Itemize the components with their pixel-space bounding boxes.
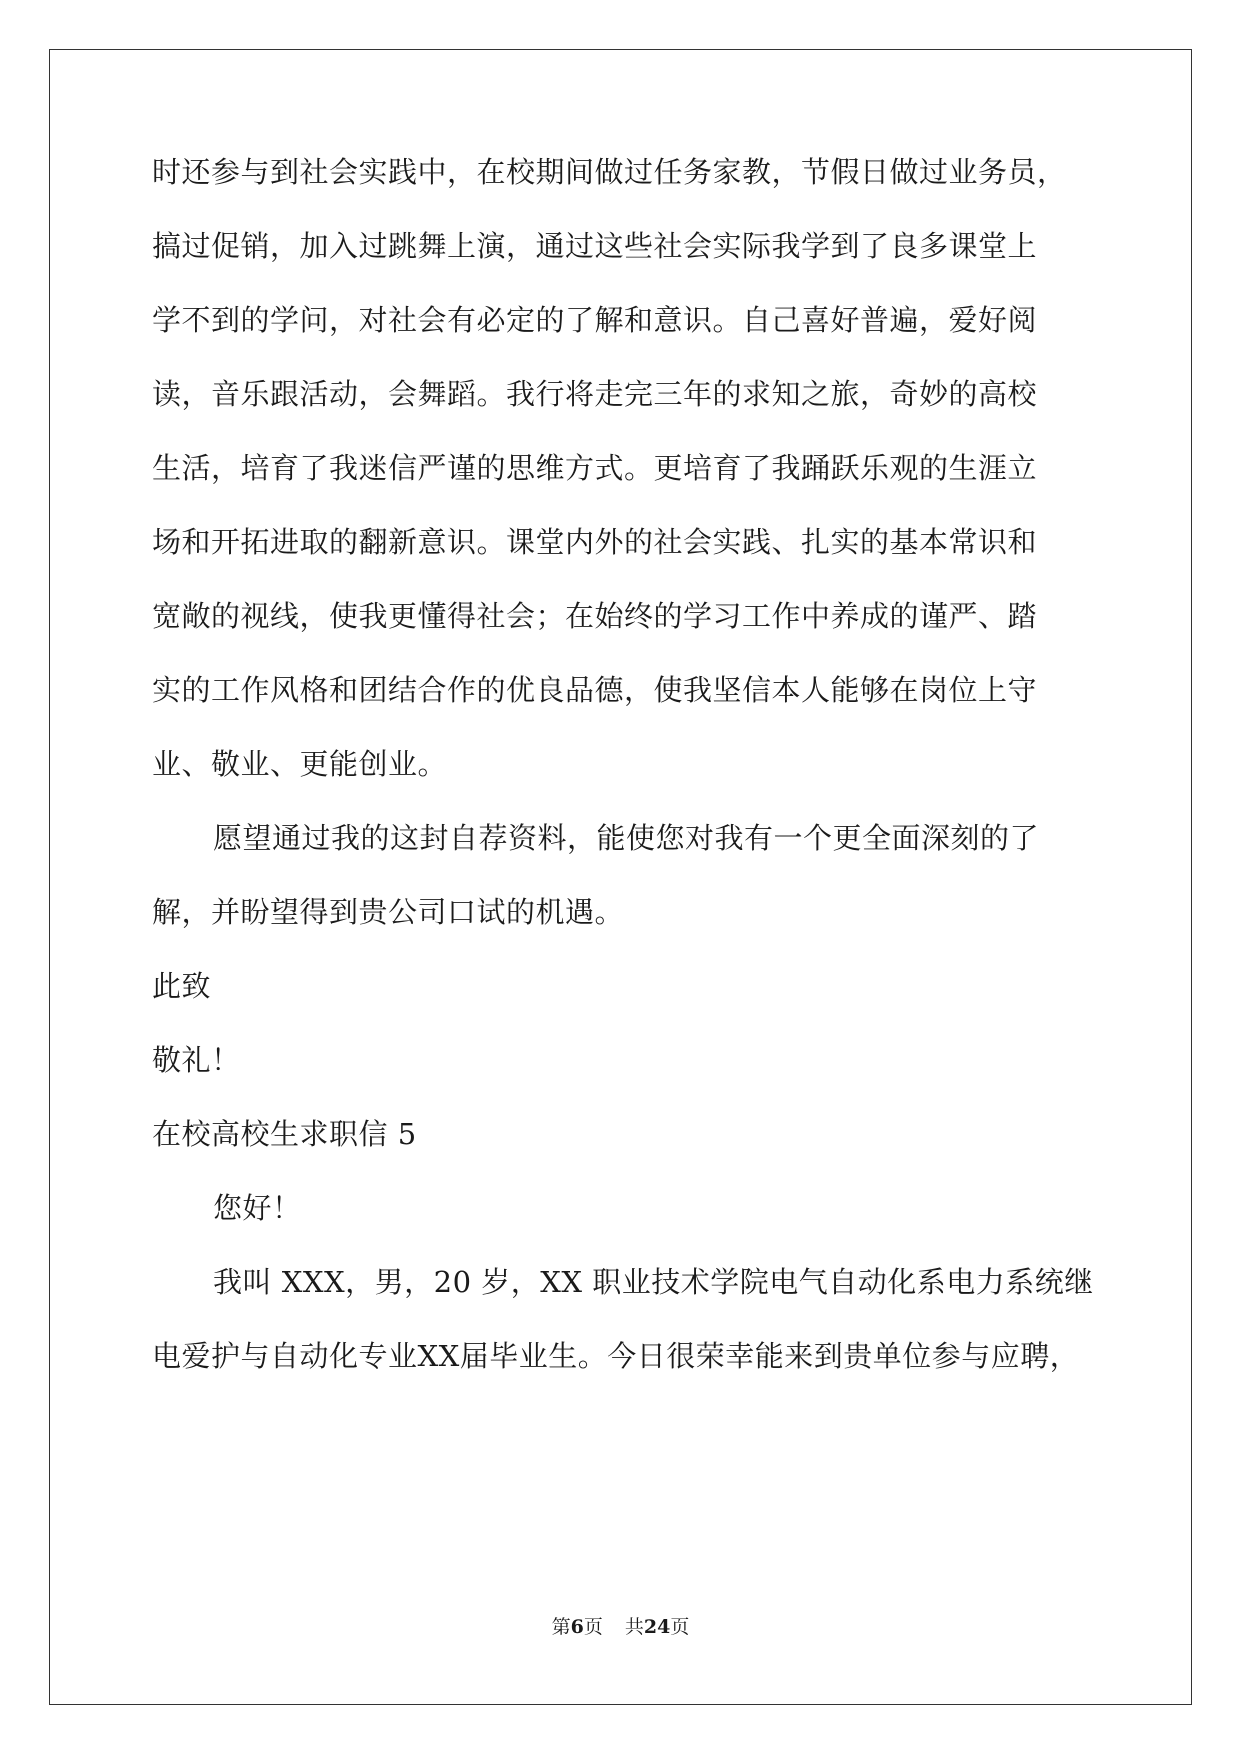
body-line: 生活，培育了我迷信严谨的思维方式。更培育了我踊跃乐观的生涯立 bbox=[152, 451, 1038, 485]
footer-prefix: 第 bbox=[551, 1616, 571, 1638]
page-footer bbox=[0, 1615, 1241, 1639]
page-border bbox=[49, 49, 1192, 1705]
footer-total-pages: 24 bbox=[643, 1616, 671, 1638]
footer-total-suffix: 页 bbox=[670, 1616, 690, 1638]
body-line: 场和开拓进取的翻新意识。课堂内外的社会实践、扎实的基本常识和 bbox=[152, 525, 1038, 559]
footer-total-prefix: 共 bbox=[624, 1616, 644, 1638]
body-line: 电爱护与自动化专业XX届毕业生。今日很荣幸能来到贵单位参与应聘， bbox=[152, 1339, 1080, 1373]
body-line: 业、敬业、更能创业。 bbox=[152, 747, 448, 781]
greeting: 您好！ bbox=[213, 1191, 302, 1225]
footer-page-number: 6 bbox=[570, 1616, 584, 1638]
closing-regards: 敬礼！ bbox=[152, 1043, 241, 1077]
body-line: 愿望通过我的这封自荐资料，能使您对我有一个更全面深刻的了 bbox=[213, 821, 1040, 855]
body-line: 解，并盼望得到贵公司口试的机遇。 bbox=[152, 895, 625, 929]
body-line: 搞过促销，加入过跳舞上演，通过这些社会实际我学到了良多课堂上 bbox=[152, 229, 1038, 263]
body-line: 宽敞的视线，使我更懂得社会；在始终的学习工作中养成的谨严、踏 bbox=[152, 599, 1038, 633]
body-line: 实的工作风格和团结合作的优良品德，使我坚信本人能够在岗位上守 bbox=[152, 673, 1038, 707]
body-line: 时还参与到社会实践中，在校期间做过任务家教，节假日做过业务员， bbox=[152, 155, 1067, 189]
body-line: 我叫 XXX，男，20 岁，XX 职业技术学院电气自动化系电力系统继 bbox=[213, 1265, 1094, 1299]
body-line: 读，音乐跟活动，会舞蹈。我行将走完三年的求知之旅，奇妙的高校 bbox=[152, 377, 1038, 411]
footer-page-suffix: 页 bbox=[583, 1616, 603, 1638]
body-line: 学不到的学问，对社会有必定的了解和意识。自己喜好普遍，爱好阅 bbox=[152, 303, 1038, 337]
section-title: 在校高校生求职信 5 bbox=[152, 1117, 417, 1151]
closing-salutation: 此致 bbox=[152, 969, 212, 1003]
